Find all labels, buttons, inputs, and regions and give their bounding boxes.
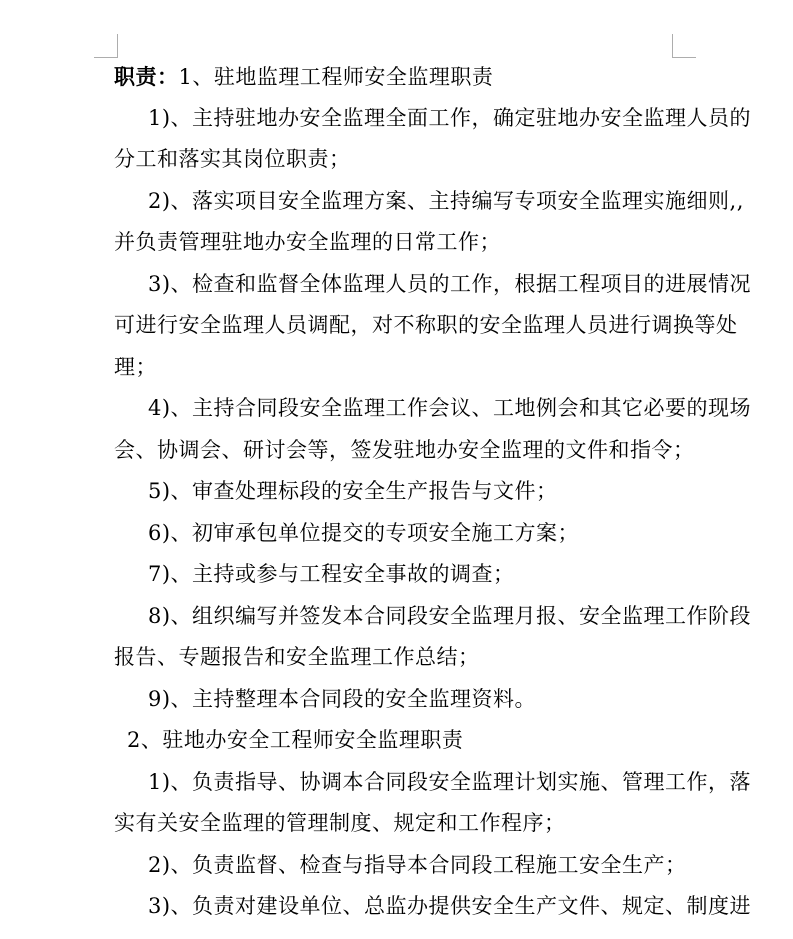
doc-line: 并负责管理驻地办安全监理的日常工作；: [114, 230, 501, 254]
doc-line: 3)、检查和监督全体监理人员的工作，根据工程项目的进展情况: [148, 271, 752, 296]
doc-line: 3)、负责对建设单位、总监办提供安全生产文件、规定、制度进: [148, 894, 752, 918]
doc-line: 2)、落实项目安全监理方案、主持编写专项安全监理实施细则,,: [148, 188, 744, 213]
doc-line: 7)、主持或参与工程安全事故的调查；: [148, 562, 515, 586]
doc-line: 会、协调会、研讨会等，签发驻地办安全监理的文件和指令；: [114, 437, 695, 462]
doc-line: 8)、组织编写并签发本合同段安全监理月报、安全监理工作阶段: [148, 603, 752, 628]
doc-line: 实有关安全监理的管理制度、规定和工作程序；: [114, 811, 566, 835]
doc-line: 1)、主持驻地办安全监理全面工作，确定驻地办安全监理人员的: [148, 105, 752, 130]
doc-line: 5)、审查处理标段的安全生产报告与文件；: [148, 479, 558, 503]
doc-line: 9)、主持整理本合同段的安全监理资料。: [148, 686, 537, 711]
doc-line: 6)、初审承包单位提交的专项安全施工方案；: [148, 520, 580, 545]
doc-line: 分工和落实其岗位职责；: [114, 147, 351, 171]
doc-line: 4)、主持合同段安全监理工作会议、工地例会和其它必要的现场: [148, 396, 752, 420]
doc-line: 2)、负责监督、检查与指导本合同段工程施工安全生产；: [148, 852, 687, 877]
margin-crop-mark-top-right: [672, 34, 696, 58]
doc-line: 1)、负责指导、协调本合同段安全监理计划实施、管理工作，落: [148, 769, 752, 794]
doc-section-heading: 2、驻地办安全工程师安全监理职责: [127, 728, 464, 752]
doc-line: 理；: [114, 354, 157, 379]
doc-line: 报告、专题报告和安全监理工作总结；: [114, 645, 480, 669]
doc-line: 可进行安全监理人员调配，对不称职的安全监理人员进行调换等处: [114, 313, 738, 337]
doc-line: [114, 56, 676, 98]
duty-label-bold: 职责：: [114, 64, 179, 89]
document-text-block: [114, 56, 752, 928]
margin-crop-mark-top-left: [94, 34, 118, 58]
doc-line-text: 1、驻地监理工程师安全监理职责: [178, 65, 494, 89]
